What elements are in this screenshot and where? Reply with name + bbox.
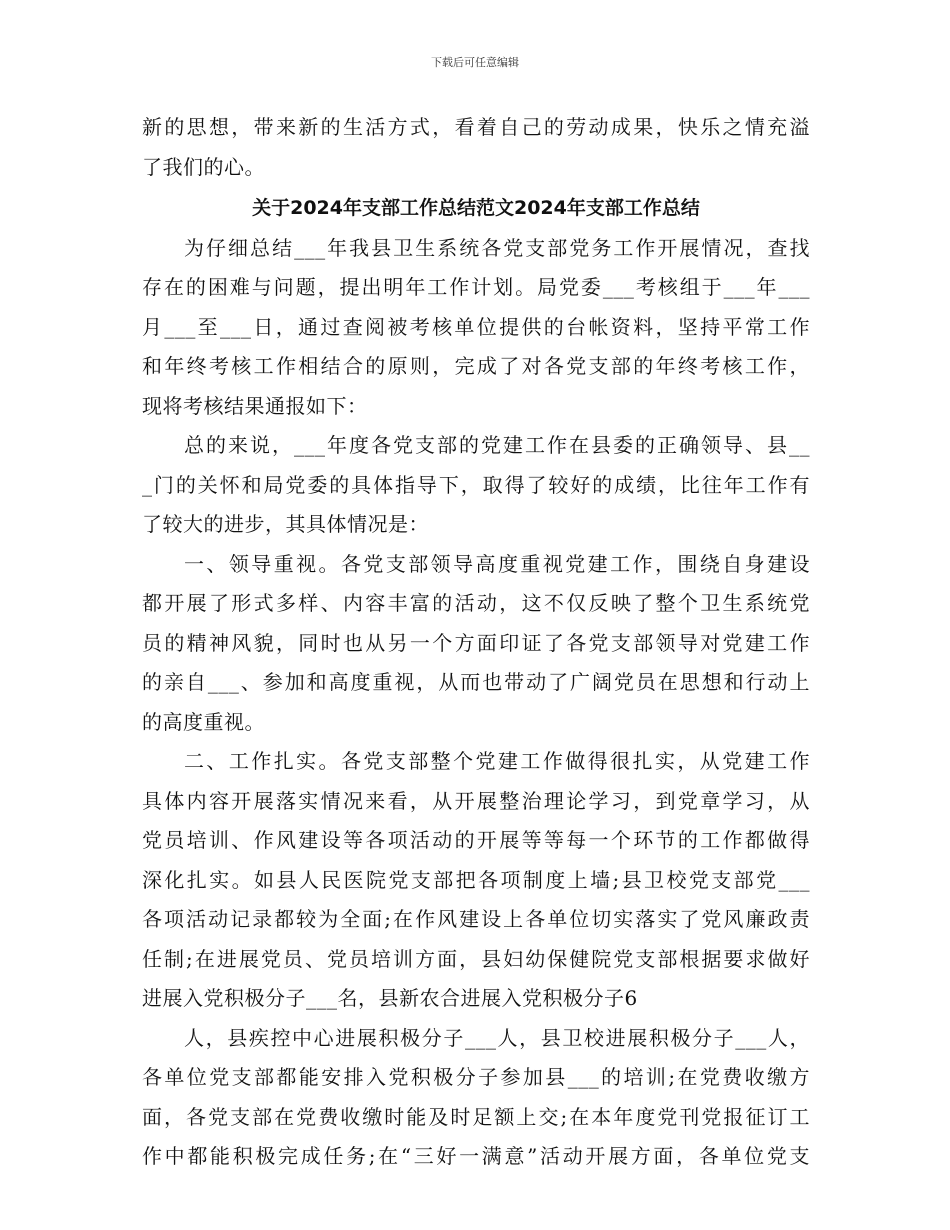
text-line: 月___至___日，通过查阅被考核单位提供的台帐资料，坚持平常工作 [142,314,810,339]
text-line: _门的关怀和局党委的具体指导下，取得了较好的成绩，比往年工作有 [142,472,810,497]
text-line: 作中都能积极完成任务;在“三好一满意”活动开展方面，各单位党支 [142,1144,810,1168]
text-line: 一、领导重视。各党支部领导高度重视党建工作，围绕自身建设 [184,551,810,576]
text-line: 各单位党支部都能安排入党积极分子参加县___的培训;在党费收缴方 [142,1065,810,1089]
text-line: 为仔细总结___年我县卫生系统各党支部党务工作开展情况，查找 [184,235,810,260]
text-line: 新的思想，带来新的生活方式，看着自己的劳动成果，快乐之情充溢 [142,115,810,139]
text-line: 了我们的心。 [142,154,265,179]
text-line: 员的精神风貌，同时也从另一个方面印证了各党支部领导对党建工作 [142,630,810,655]
text-line: 存在的困难与问题，提出明年工作计划。局党委___考核组于___年___ [142,275,810,299]
paragraph [142,742,810,1019]
text-line: 现将考核结果通报如下： [142,393,368,418]
text-line: 面，各党支部在党费收缴时能及时足额上交;在本年度党刊党报征订工 [142,1104,810,1129]
text-line: 人，县疾控中心进展积极分子___人，县卫校进展积极分子___人， [184,1025,810,1050]
text-line: 进展入党积极分子___名，县新农合进展入党积极分子6 [142,986,638,1010]
document-body [142,108,810,1177]
text-line: 各项活动记录都较为全面;在作风建设上各单位切实落实了党风廉政责 [142,907,810,931]
text-line: 了较大的进步，其具体情况是： [142,512,429,536]
text-line: 和年终考核工作相结合的原则，完成了对各党支部的年终考核工作， [142,354,810,378]
text-line: 总的来说，___年度各党支部的党建工作在县委的正确领导、县__ [184,433,810,457]
document-title: 关于2024年支部工作总结范文2024年支部工作总结 [252,197,700,219]
page-header-note: 下载后可任意编辑 [431,56,519,69]
text-line: 的高度重视。 [142,709,265,734]
text-line: 任制;在进展党员、党员培训方面，县妇幼保健院党支部根据要求做好 [142,946,810,971]
text-line: 深化扎实。如县人民医院党支部把各项制度上墙;县卫校党支部党___ [142,867,810,892]
paragraph [142,1019,810,1177]
text-line: 都开展了形式多样、内容丰富的活动，这不仅反映了整个卫生系统党 [142,591,810,615]
text-line: 党员培训、作风建设等各项活动的开展等等每一个环节的工作都做得 [142,828,810,852]
text-line: 具体内容开展落实情况来看，从开展整治理论学习，到党章学习，从 [142,788,810,813]
text-line: 二、工作扎实。各党支部整个党建工作做得很扎实，从党建工作 [184,749,810,773]
paragraph [142,545,810,743]
paragraph [142,229,810,427]
text-line: 的亲自___、参加和高度重视，从而也带动了广阔党员在思想和行动上 [142,670,810,694]
paragraph [142,426,810,545]
